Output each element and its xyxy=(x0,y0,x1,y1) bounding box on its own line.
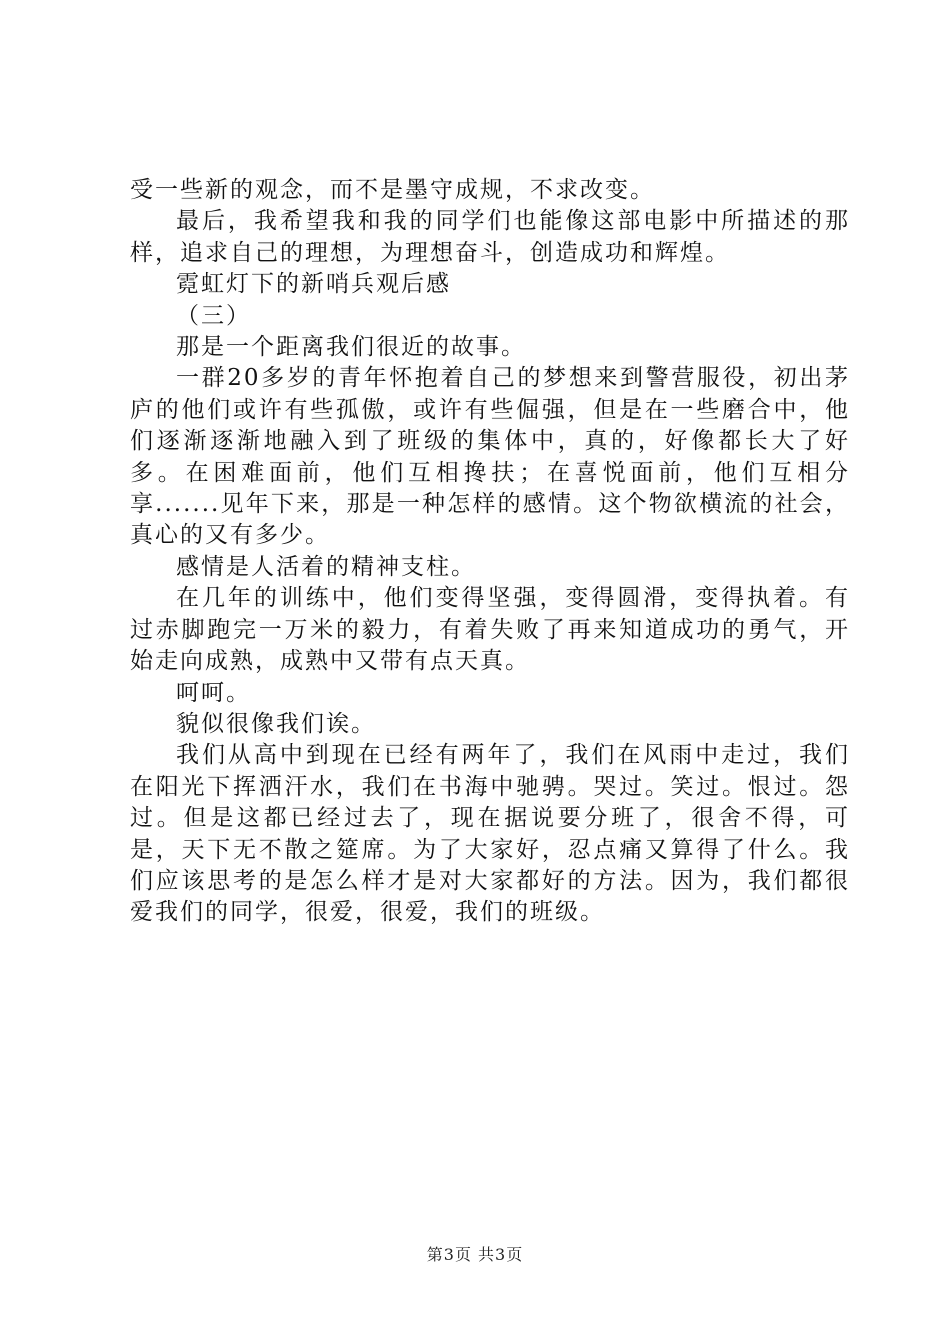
section-number: （三） xyxy=(176,302,251,329)
paragraph-11: 我们从高中到现在已经有两年了，我们在风雨中走过，我们在阳光下挥洒汗水，我们在书海中驰骋。哭过。笑过。恨过。怨过。但是这都已经过去了，现在据说要分班了，很舍不得，可是，天下无不散之筵席。为了大家好，忍点痛又算得了什么。我们应该思考的是怎么样才是对大家都好的方法。因为，我们都很爱我们的同学，很爱，很爱，我们的班级。 xyxy=(130,742,850,926)
section-title: 霓虹灯下的新哨兵观后感 xyxy=(176,271,451,298)
page-number-label: 第3页 共3页 xyxy=(426,1245,524,1264)
document-body xyxy=(130,175,850,929)
paragraph-6: 一群20多岁的青年怀抱着自己的梦想来到警营服役，初出茅庐的他们或许有些孤傲，或许有些倔强，但是在一些磨合中，他们逐渐逐渐地融入到了班级的集体中，真的，好像都长大了好多。在困难面前，他们互相搀扶；在喜悦面前，他们互相分享.......见年下来，那是一种怎样的感情。这个物欲横流的社会，真心的又有多少。 xyxy=(130,365,850,549)
paragraph-7: 感情是人活着的精神支柱。 xyxy=(176,553,476,580)
page-footer xyxy=(0,1242,950,1265)
paragraph-2: 最后，我希望我和我的同学们也能像这部电影中所描述的那样，追求自己的理想，为理想奋斗，创造成功和辉煌。 xyxy=(130,208,850,266)
paragraph-10: 貌似很像我们诶。 xyxy=(176,710,376,737)
paragraph-1: 受一些新的观念，而不是墨守成规，不求改变。 xyxy=(130,177,655,203)
paragraph-5: 那是一个距离我们很近的故事。 xyxy=(176,334,526,361)
paragraph-8: 在几年的训练中，他们变得坚强，变得圆滑，变得执着。有过赤脚跑完一万米的毅力，有着失败了再来知道成功的勇气，开始走向成熟，成熟中又带有点天真。 xyxy=(130,585,850,675)
paragraph-9: 呵呵。 xyxy=(176,679,251,706)
